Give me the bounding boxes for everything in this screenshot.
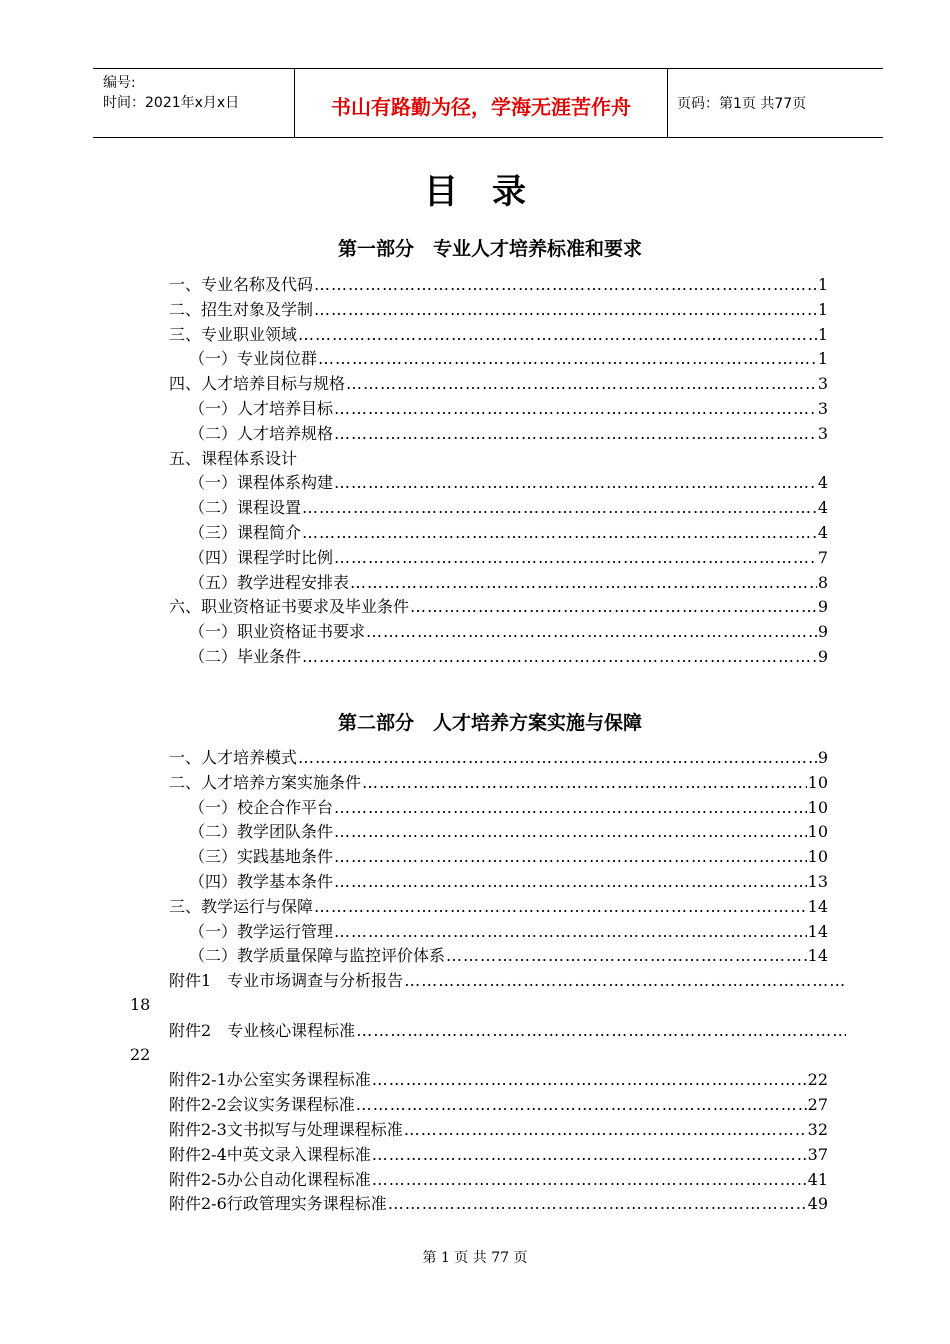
toc-entry-page: 3 — [817, 398, 828, 418]
toc-entry-page: 9 — [817, 597, 828, 617]
toc-entry-page: 4 — [817, 498, 828, 518]
header-divider — [667, 69, 668, 137]
toc-leader — [334, 473, 817, 492]
toc-entry-text: （二）教学质量保障与监控评价体系 — [189, 946, 446, 966]
toc-leader — [314, 300, 817, 319]
toc-entry-page: 9 — [817, 622, 828, 642]
toc-part1 — [169, 272, 828, 669]
toc-entry[interactable] — [169, 795, 828, 820]
toc-entry[interactable] — [169, 644, 828, 669]
toc-leader — [356, 1021, 846, 1040]
page-title: 目 录 — [424, 172, 526, 212]
toc-entry-page: 32 — [807, 1119, 828, 1139]
toc-entry-page: 1 — [817, 275, 828, 294]
toc-entry[interactable] — [169, 1191, 828, 1216]
toc-entry-text: 四、人才培养目标与规格 — [169, 374, 346, 394]
toc-entry-text: 附件1 专业市场调查与分析报告 — [169, 971, 404, 991]
toc-entry-text: （三）实践基地条件 — [189, 847, 334, 867]
toc-leader — [334, 922, 807, 941]
toc-entry-text: 附件2 专业核心课程标准 — [169, 1020, 356, 1040]
toc-entry[interactable] — [169, 919, 828, 944]
document-number-label: 编号: — [103, 75, 136, 91]
toc-entry[interactable] — [169, 894, 828, 919]
toc-leader — [302, 523, 817, 542]
toc-entry-page: 10 — [807, 772, 828, 792]
toc-entry[interactable] — [169, 520, 828, 545]
toc-leader — [388, 1194, 807, 1213]
toc-entry[interactable] — [169, 297, 828, 322]
toc-entry[interactable] — [169, 1117, 828, 1142]
toc-entry[interactable] — [169, 570, 828, 595]
toc-entry-text: 一、人才培养模式 — [169, 748, 298, 767]
document-time: 时间：2021年x月x日 — [103, 95, 240, 111]
toc-entry-text: 六、职业资格证书要求及毕业条件 — [169, 597, 410, 617]
toc-leader — [298, 325, 817, 344]
toc-entry[interactable] — [169, 844, 828, 869]
toc-leader — [350, 573, 817, 592]
toc-entry-page: 14 — [807, 946, 828, 966]
toc-entry[interactable] — [169, 819, 828, 844]
toc-entry-text: （一）校企合作平台 — [189, 797, 334, 817]
toc-entry-text: 三、专业职业领域 — [169, 324, 298, 344]
toc-leader — [314, 897, 807, 916]
toc-entry[interactable] — [169, 396, 828, 421]
toc-part2 — [130, 745, 828, 1216]
header-left — [103, 73, 239, 113]
toc-entry[interactable] — [169, 421, 828, 446]
toc-leader — [446, 946, 807, 965]
toc-leader — [302, 498, 817, 517]
toc-entry[interactable] — [169, 322, 828, 347]
toc-entry-text: （四）课程学时比例 — [189, 547, 334, 567]
page-footer: 第 1 页 共 77 页 — [422, 1250, 528, 1266]
toc-entry-text: （一）教学运行管理 — [189, 921, 334, 941]
toc-entry-page: 7 — [817, 547, 828, 567]
toc-entry[interactable] — [169, 943, 828, 968]
toc-leader — [298, 748, 817, 767]
toc-entry-text: 附件2-5办公自动化课程标准 — [169, 1169, 371, 1189]
toc-entry-page: 14 — [807, 896, 828, 916]
toc-entry-text: （二）教学团队条件 — [189, 822, 334, 842]
toc-entry-page: 4 — [817, 473, 828, 493]
toc-entry[interactable] — [169, 446, 828, 471]
toc-leader — [404, 1120, 807, 1139]
toc-entry-page: 10 — [807, 847, 828, 867]
toc-entry-page: 37 — [807, 1144, 828, 1164]
toc-leader — [334, 847, 807, 866]
toc-entry-text: 附件2-4中英文录入课程标准 — [169, 1144, 371, 1164]
toc-entry-page: 22 — [807, 1070, 828, 1090]
toc-entry-text: （五）教学进程安排表 — [189, 572, 350, 592]
toc-entry[interactable] — [169, 594, 828, 619]
toc-leader — [334, 399, 817, 418]
toc-leader — [334, 872, 807, 891]
toc-leader — [362, 773, 807, 792]
toc-leader — [334, 424, 817, 443]
toc-entry-page: 13 — [807, 871, 828, 891]
header-page-number: 页码：第1页 共77页 — [677, 96, 807, 112]
part1-heading: 第一部分 专业人才培养标准和要求 — [337, 238, 642, 260]
toc-leader — [334, 822, 807, 841]
toc-entry-text: （二）毕业条件 — [189, 646, 302, 666]
toc-entry-text: 附件2-2会议实务课程标准 — [169, 1095, 355, 1115]
toc-entry-page: 8 — [817, 572, 828, 592]
toc-entry[interactable] — [169, 1067, 828, 1092]
toc-entry-page: 3 — [817, 423, 828, 443]
toc-entry-text: 附件2-1办公室实务课程标准 — [169, 1070, 371, 1090]
toc-entry[interactable] — [169, 545, 828, 570]
header-motto: 书山有路勤为径，学海无涯苦作舟 — [331, 95, 631, 119]
toc-leader — [372, 1070, 807, 1089]
toc-entry-page: 22 — [130, 1044, 151, 1064]
toc-entry-page: 1 — [817, 324, 828, 344]
toc-entry-page: 49 — [807, 1194, 828, 1214]
toc-entry-text: 附件2-3文书拟写与处理课程标准 — [169, 1119, 403, 1139]
toc-leader — [346, 374, 817, 393]
toc-entry-page: 9 — [817, 748, 828, 767]
toc-entry-page: 1 — [817, 349, 828, 369]
toc-entry[interactable] — [169, 1167, 828, 1192]
toc-entry-text: （二）人才培养规格 — [189, 423, 334, 443]
toc-entry-page: 9 — [817, 646, 828, 666]
toc-entry[interactable] — [169, 1142, 828, 1167]
toc-entry-text: （一）专业岗位群 — [189, 349, 318, 369]
toc-entry-text: （一）人才培养目标 — [189, 398, 334, 418]
toc-entry-text: 附件2-6行政管理实务课程标准 — [169, 1194, 387, 1214]
toc-entry[interactable] — [169, 619, 828, 644]
toc-entry-text: 一、专业名称及代码 — [169, 275, 314, 294]
toc-leader — [372, 1170, 807, 1189]
toc-entry-text: 五、课程体系设计 — [169, 448, 298, 468]
toc-entry-page: 41 — [807, 1169, 828, 1189]
toc-entry-text: 三、教学运行与保障 — [169, 896, 314, 916]
toc-entry-text: （四）教学基本条件 — [189, 871, 334, 891]
toc-entry-page: 27 — [807, 1095, 828, 1115]
toc-entry-page: 14 — [807, 921, 828, 941]
toc-entry[interactable] — [169, 869, 828, 894]
toc-leader — [302, 647, 817, 666]
toc-entry-text: （一）课程体系构建 — [189, 473, 334, 493]
toc-entry-text: （三）课程简介 — [189, 522, 302, 542]
toc-entry-page: 1 — [817, 299, 828, 319]
toc-leader — [334, 548, 817, 567]
toc-entry[interactable] — [169, 346, 828, 371]
toc-leader — [334, 798, 807, 817]
toc-entry[interactable] — [169, 371, 828, 396]
toc-entry[interactable] — [169, 470, 828, 495]
toc-entry[interactable] — [169, 968, 846, 993]
page-header — [93, 68, 883, 138]
toc-entry-text: 二、招生对象及学制 — [169, 299, 314, 319]
toc-entry-page: 18 — [130, 994, 151, 1014]
toc-leader — [372, 1145, 807, 1164]
toc-entry[interactable] — [169, 272, 828, 297]
toc-entry[interactable] — [169, 770, 828, 795]
toc-entry-text: （二）课程设置 — [189, 498, 302, 518]
toc-entry-text: 二、人才培养方案实施条件 — [169, 772, 362, 792]
toc-leader — [356, 1095, 807, 1114]
toc-entry[interactable] — [169, 1018, 846, 1043]
toc-leader — [366, 622, 817, 641]
toc-leader — [410, 597, 817, 616]
toc-entry-page: 4 — [817, 522, 828, 542]
toc-entry[interactable] — [169, 495, 828, 520]
part2-heading: 第二部分 人才培养方案实施与保障 — [337, 712, 642, 734]
toc-entry-page: 10 — [807, 797, 828, 817]
toc-entry-page: 10 — [807, 822, 828, 842]
toc-entry[interactable] — [169, 745, 828, 770]
toc-leader — [404, 971, 846, 990]
toc-leader — [314, 275, 817, 294]
toc-entry[interactable] — [169, 1092, 828, 1117]
toc-entry-text: （一）职业资格证书要求 — [189, 622, 366, 642]
toc-entry-page: 3 — [817, 374, 828, 394]
toc-leader — [318, 349, 817, 368]
